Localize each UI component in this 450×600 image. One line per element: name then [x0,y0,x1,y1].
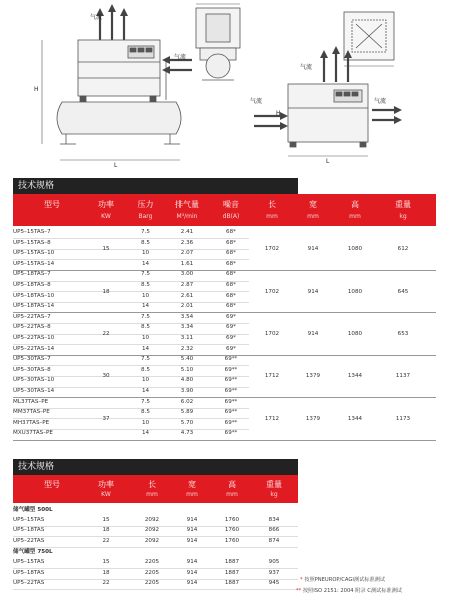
header-pressure-unit: Barg [138,213,153,220]
t2-header-length-unit: mm [146,491,158,498]
t2-header-power-unit: KW [101,491,111,498]
table1-pressure-cell: 10 [141,335,150,341]
table2-width-cell: 914 [186,580,198,587]
table1-noise-cell: 68* [226,292,236,299]
row-divider [13,589,298,590]
table1-noise-cell: 68* [226,260,236,267]
table1-noise-cell: 69** [224,409,238,416]
table1-pressure-cell: 7.5 [141,271,150,278]
table1-flow-cell: 3.34 [180,324,194,331]
table2-height-cell: 1760 [224,516,240,523]
footnote-1 [300,576,385,583]
table1-flow-cell: 3.54 [180,313,194,320]
table1-flow-cell: 2.01 [180,303,194,310]
table1-model-cell: UP5–22TAS–7 [13,313,51,320]
table1-model-cell: UP5–22TAS–8 [13,324,51,331]
table1-pressure-cell: 14 [141,430,150,437]
table1-flow-cell: 2.07 [180,250,194,257]
table1-height-cell: 1080 [347,331,363,337]
table1-noise-cell: 69* [226,313,236,320]
header-model: 型号 [44,200,60,209]
table1-length-cell: 1702 [264,288,280,295]
table2-weight-cell: 937 [268,569,280,576]
table1-noise-cell: 68* [226,239,236,246]
table1-model-cell: MH37TAS–PE [13,419,50,426]
table2-width-cell: 914 [186,569,198,576]
table1-pressure-cell: 8.5 [141,239,150,246]
table1-noise-cell: 68* [226,229,236,235]
footnote-1-text: 按照PNEUROP/CAGI测试标准测试 [304,577,386,583]
table1-model-cell: UP5–18TAS–10 [13,292,55,299]
length-dimension-label: L [114,162,118,169]
table1-power-cell: 15 [102,246,110,253]
table1-noise-cell: 69* [226,335,236,341]
header-width-unit: mm [307,213,319,220]
table1-noise-cell: 69** [224,388,238,394]
footnote-2-text: 按照ISO 2151: 2004 附录 C测试标准测试 [302,588,402,594]
table1-power-cell: 30 [102,373,110,380]
header-noise: 噪音 [223,200,239,209]
table1-pressure-cell: 14 [141,260,150,267]
table1-model-cell: UP5–15TAS–10 [13,250,55,257]
table1-model-cell: UP5–18TAS–7 [13,271,51,278]
table1-model-cell: MM37TAS–PE [13,409,50,416]
t2-header-width-unit: mm [186,491,198,498]
table1-width-cell: 914 [307,331,319,337]
airflow-label-tank-top: 气流 [90,14,103,21]
table1-flow-cell: 5.70 [180,419,194,426]
table1-length-cell: 1712 [264,415,280,422]
table1-width-cell: 1379 [305,373,321,380]
table1-width-cell: 1379 [305,415,321,422]
front-view-drawing [196,4,240,80]
header-weight: 重量 [395,200,411,209]
compressor-diagrams [0,0,450,176]
table1-model-cell: UP5–15TAS–8 [13,239,51,246]
t2-header-height: 高 [228,480,236,489]
header-power: 功率 [98,200,114,209]
table1-model-cell: ML37TAS–PE [13,398,49,405]
table1-flow-cell: 4.80 [180,377,194,384]
table1-pressure-cell: 7.5 [141,313,150,320]
table1-flow-cell: 4.73 [180,430,194,437]
table1-width-cell: 914 [307,288,319,295]
table1-flow-cell: 5.10 [180,366,194,373]
table1-pressure-cell: 14 [141,345,150,352]
airflow-label-base-right: 气流 [374,98,387,105]
table2-length-cell: 2092 [144,527,160,534]
table1-height-cell: 1344 [347,415,363,422]
table1-flow-cell: 5.89 [180,409,194,416]
footnote-1-mark: * [300,577,303,583]
tank-mounted-compressor-drawing [42,4,192,160]
table1-model-cell: UP5–22TAS–14 [13,345,55,352]
table1-length-cell: 1702 [264,246,280,253]
table1-noise-cell: 68* [226,271,236,278]
table2-model-cell: UP5–15TAS [13,516,45,523]
table1-noise-cell: 69** [224,430,238,437]
table1-noise-cell: 69* [226,345,236,352]
header-noise-unit: dB(A) [222,213,240,220]
table1-noise-cell: 68* [226,282,236,288]
table1-noise-cell: 68* [226,303,236,310]
table2-height-cell: 1760 [224,537,240,544]
table2-weight-cell: 874 [268,537,280,544]
table1-length-cell: 1702 [264,331,280,337]
table1-flow-cell: 6.02 [180,398,194,405]
t2-header-weight: 重量 [266,480,282,489]
table1-model-cell: UP5–18TAS–14 [13,303,55,310]
table1-model-cell: MXU37TAS–PE [13,430,53,437]
group-divider [13,440,436,441]
table1-length-cell: 1712 [264,373,280,380]
table1-model-cell: UP5–22TAS–10 [13,335,55,341]
table1-weight-cell: 1137 [395,373,411,380]
table1-flow-cell: 2.61 [180,292,194,299]
table2-width-cell: 914 [186,559,198,565]
table1-noise-cell: 69** [224,356,238,363]
table1-flow-cell: 2.87 [180,282,194,288]
table1-flow-cell: 3.11 [180,335,194,341]
table1-pressure-cell: 8.5 [141,282,150,288]
table1-weight-cell: 1173 [395,415,411,422]
table1-noise-cell: 69** [224,377,238,384]
length-dimension-label-2: L [326,158,330,165]
spec-table-1 [13,194,436,437]
table2-weight-cell: 945 [268,580,280,587]
table2-model-cell: UP5–18TAS [13,569,45,576]
table1-pressure-cell: 8.5 [141,409,150,416]
header-width: 宽 [309,200,317,209]
table1-pressure-cell: 10 [141,377,150,384]
table1-power-cell: 18 [102,288,110,295]
table1-pressure-cell: 10 [141,292,150,299]
table2-height-cell: 1760 [224,527,240,534]
table1-weight-cell: 612 [397,246,409,253]
table1-flow-cell: 1.61 [180,260,194,267]
table1-noise-cell: 69** [224,419,238,426]
t2-header-weight-unit: kg [270,491,278,498]
table1-model-cell: UP5–30TAS–8 [13,366,51,373]
table2-model-cell: UP5–22TAS [13,537,45,544]
table1-noise-cell: 69* [226,324,236,331]
table2-weight-cell: 866 [268,527,280,534]
table2-model-cell: UP5–15TAS [13,559,45,565]
table1-pressure-cell: 8.5 [141,366,150,373]
table1-power-cell: 37 [102,415,110,422]
t2-header-length: 长 [148,480,156,489]
table2-model-cell: UP5–22TAS [13,580,45,587]
table1-noise-cell: 69** [224,398,238,405]
table1-pressure-cell: 7.5 [141,398,150,405]
table1-flow-cell: 3.90 [180,388,194,394]
table1-model-cell: UP5–30TAS–7 [13,356,51,363]
table2-power-cell: 15 [102,559,110,565]
table1-flow-cell: 2.32 [180,345,194,352]
row-divider [13,547,298,548]
table1-weight-cell: 645 [397,288,409,295]
table2-length-cell: 2205 [144,580,160,587]
footnote-2 [296,587,402,594]
tank-section-heading: 储气罐型 500L [13,507,53,513]
spec-table-1-header [13,194,436,226]
t2-header-width: 宽 [188,480,196,489]
header-flow-unit: M³/min [176,213,198,220]
table1-pressure-cell: 10 [141,419,150,426]
table2-length-cell: 2092 [144,537,160,544]
table1-height-cell: 1080 [347,246,363,253]
table1-pressure-cell: 7.5 [141,229,150,235]
airflow-label-tank-side: 气流 [174,54,187,61]
table1-flow-cell: 2.36 [180,239,194,246]
table2-power-cell: 18 [102,569,110,576]
table2-length-cell: 2205 [144,569,160,576]
header-height-unit: mm [349,213,361,220]
t2-header-height-unit: mm [226,491,238,498]
table2-length-cell: 2205 [144,559,160,565]
table1-height-cell: 1344 [347,373,363,380]
height-dimension-label: H [34,86,39,93]
table1-noise-cell: 69** [224,366,238,373]
header-height: 高 [351,200,359,209]
table1-pressure-cell: 10 [141,250,150,257]
airflow-label-base-top: 气流 [300,64,313,71]
table1-model-cell: UP5–18TAS–8 [13,282,51,288]
tank-section-heading: 储气罐型 750L [13,549,53,556]
spec-table-2-title: 技术规格 [13,459,298,475]
table2-height-cell: 1887 [224,559,240,565]
table2-power-cell: 22 [102,537,110,544]
airflow-label-base-left: 气流 [250,98,263,105]
spec-table-1-title: 技术规格 [13,178,298,194]
table1-pressure-cell: 7.5 [141,356,150,363]
header-power-unit: KW [101,213,111,220]
table1-model-cell: UP5–30TAS–10 [13,377,55,384]
table2-power-cell: 15 [102,516,110,523]
table2-width-cell: 914 [186,537,198,544]
height-dimension-label-2: H [276,110,281,117]
header-pressure: 压力 [137,200,154,209]
table1-pressure-cell: 8.5 [141,324,150,331]
table2-weight-cell: 905 [268,559,280,565]
table2-weight-cell: 834 [268,516,280,523]
table1-weight-cell: 653 [397,331,409,337]
table1-model-cell: UP5–15TAS–7 [13,229,51,235]
table1-power-cell: 22 [102,331,110,337]
table1-pressure-cell: 14 [141,388,150,394]
t2-header-power: 功率 [98,480,114,489]
header-flow: 排气量 [175,200,199,209]
table2-height-cell: 1887 [224,569,240,576]
table1-model-cell: UP5–15TAS–14 [13,260,55,267]
header-length: 长 [268,200,276,209]
table1-flow-cell: 5.40 [180,356,194,363]
table2-power-cell: 22 [102,580,110,587]
t2-header-model: 型号 [44,480,60,489]
table2-width-cell: 914 [186,516,198,523]
table1-noise-cell: 68* [226,250,236,257]
table1-flow-cell: 2.41 [180,229,194,235]
table2-length-cell: 2092 [144,516,160,523]
table1-flow-cell: 3.00 [180,271,194,278]
header-length-unit: mm [266,213,278,220]
table1-width-cell: 914 [307,246,319,253]
table2-power-cell: 18 [102,527,110,534]
table2-height-cell: 1887 [224,580,240,587]
footnote-2-mark: ** [296,588,302,594]
table1-model-cell: UP5–30TAS–14 [13,388,55,394]
table2-width-cell: 914 [186,527,198,534]
header-weight-unit: kg [399,213,407,220]
table1-pressure-cell: 14 [141,303,150,310]
table1-height-cell: 1080 [347,288,363,295]
spec-table-2-header [13,475,298,503]
table2-model-cell: UP5–18TAS [13,527,45,534]
